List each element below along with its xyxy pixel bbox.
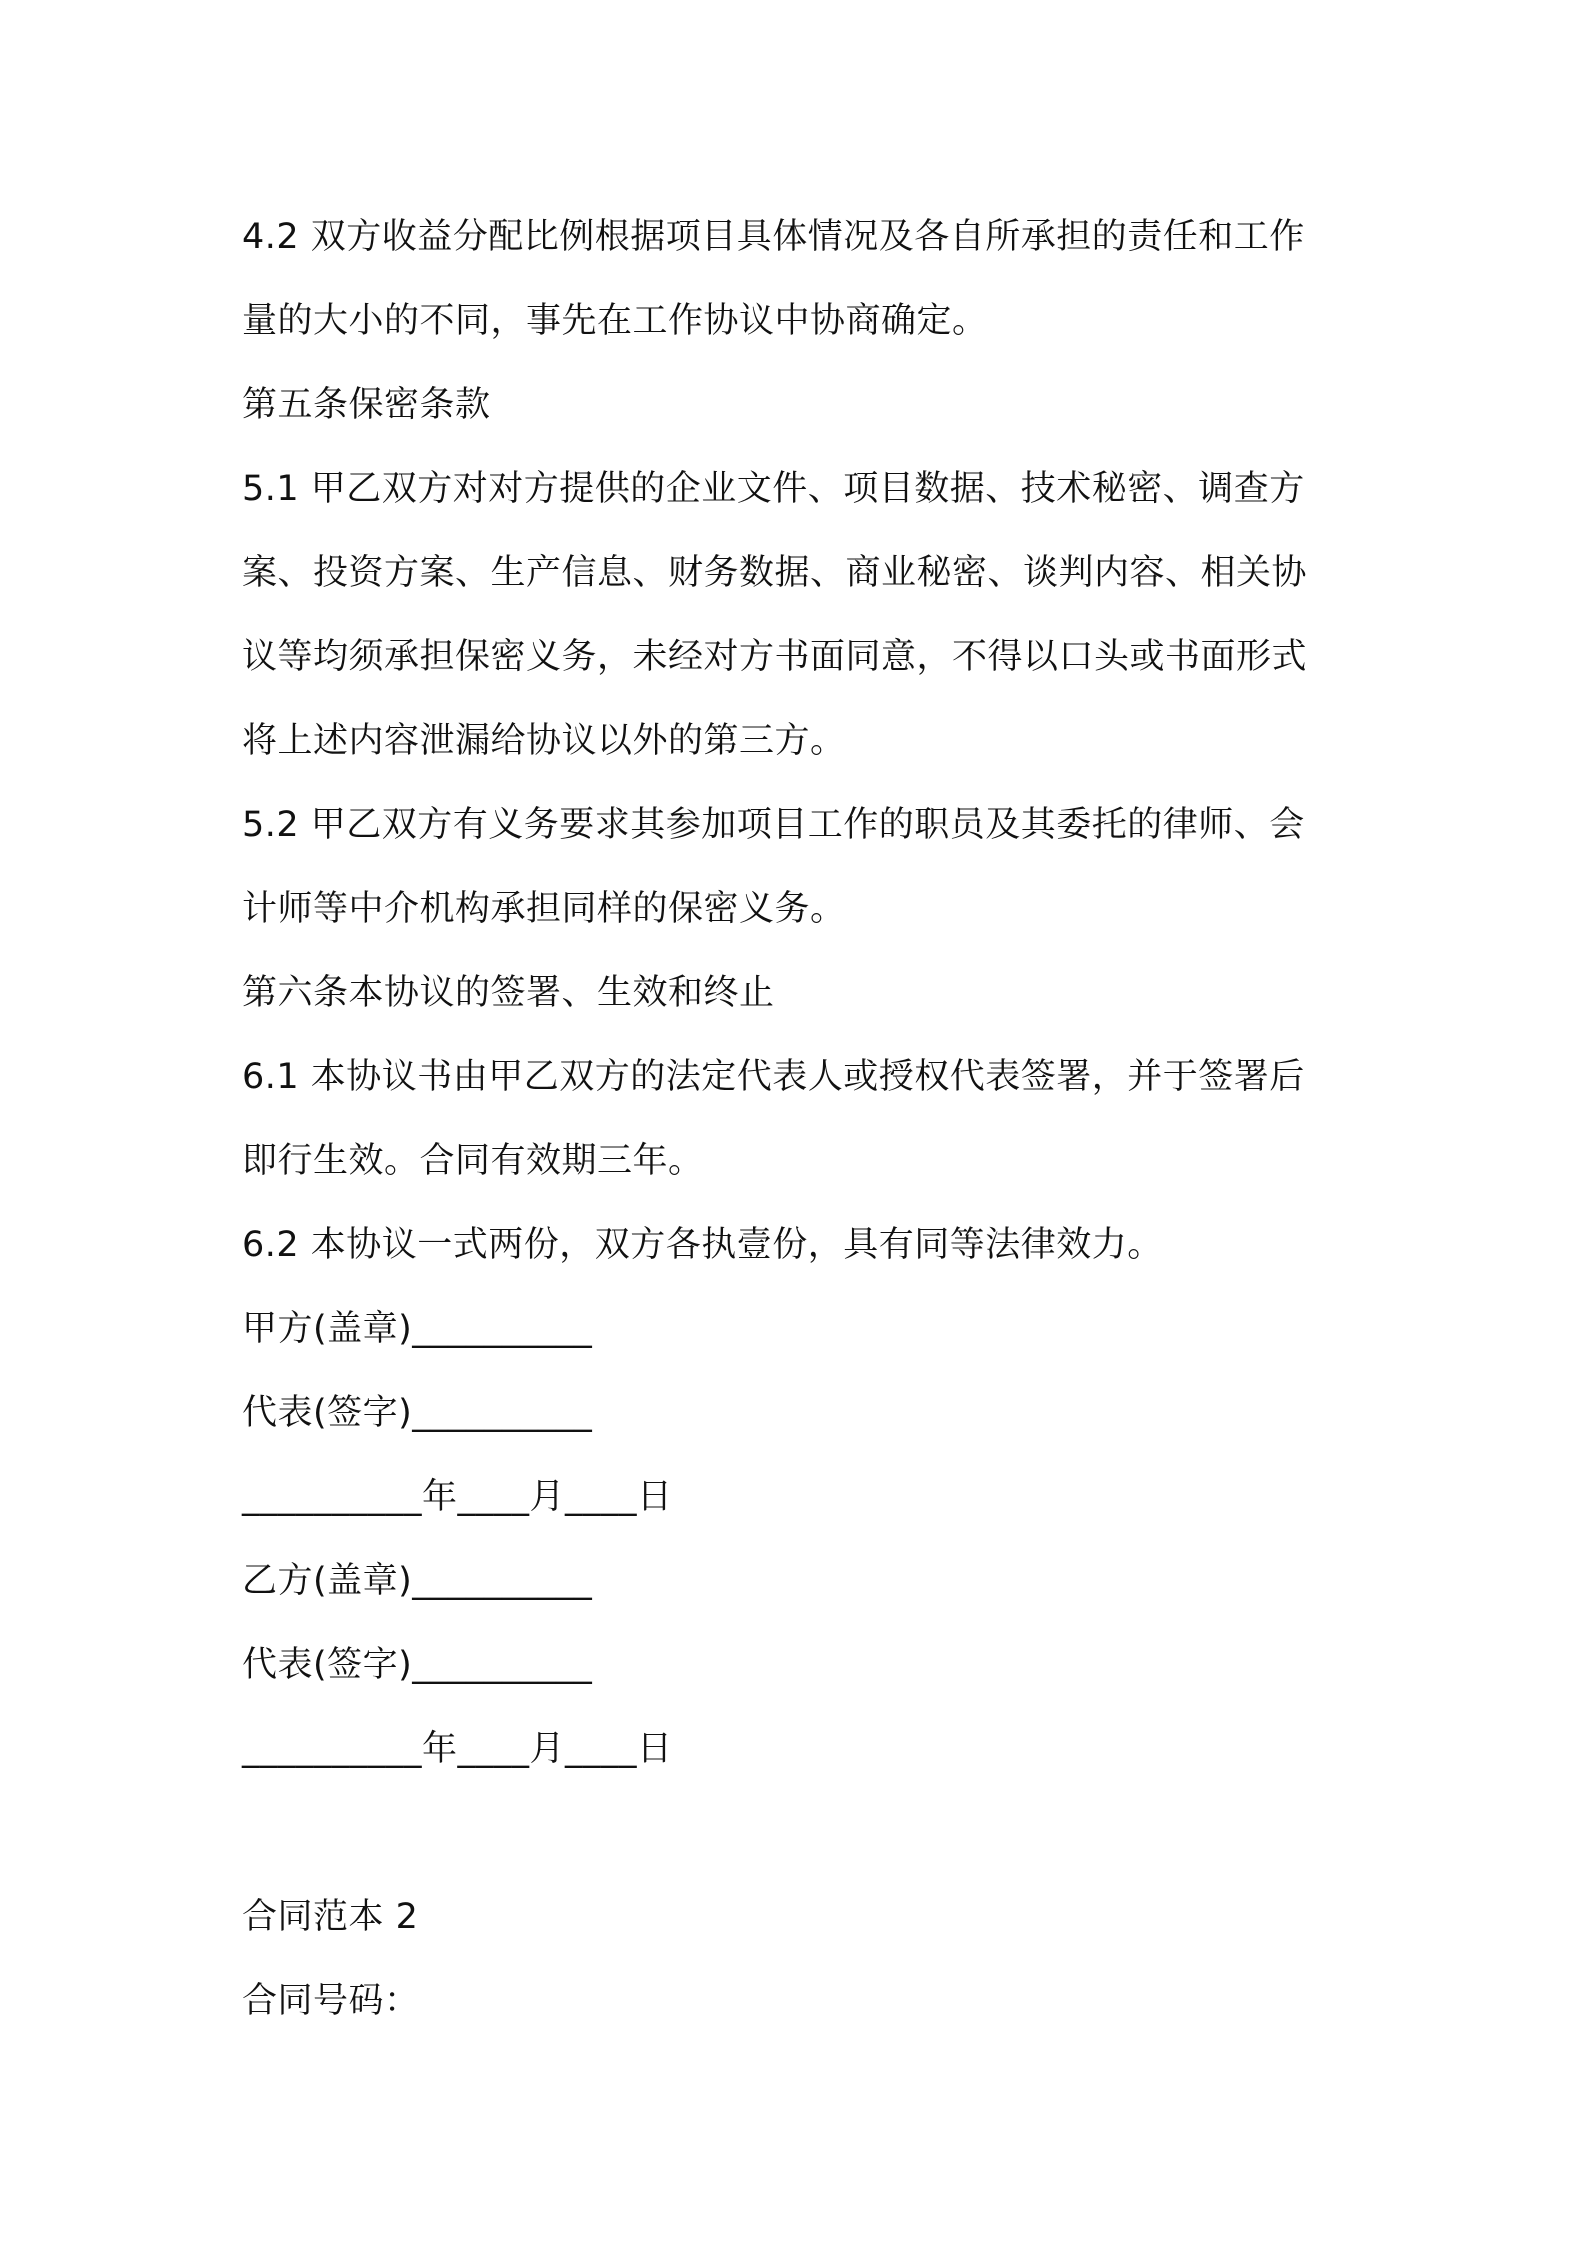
clause-5-2-line-2: 计师等中介机构承担同样的保密义务。 — [242, 889, 846, 929]
clause-5-1-line-1: 5.1 甲乙双方对对方提供的企业文件、项目数据、技术秘密、调查方 — [242, 469, 1305, 509]
party-b-rep-field: 代表(签字)__________ — [242, 1645, 593, 1685]
article-5-heading: 第五条保密条款 — [242, 385, 491, 425]
party-a-date-field: __________年____月____日 — [242, 1477, 673, 1517]
clause-5-1 — [242, 447, 1357, 783]
section-spacer — [242, 1791, 1357, 1875]
party-b-date-field: __________年____月____日 — [242, 1729, 673, 1769]
clause-4-2-line-2: 量的大小的不同，事先在工作协议中协商确定。 — [242, 301, 988, 341]
clause-4-2-line-1: 4.2 双方收益分配比例根据项目具体情况及各自所承担的责任和工作 — [242, 217, 1305, 257]
party-b-seal-field: 乙方(盖章)__________ — [242, 1561, 593, 1601]
clause-5-2-line-1: 5.2 甲乙双方有义务要求其参加项目工作的职员及其委托的律师、会 — [242, 805, 1305, 845]
document-body — [242, 195, 1357, 2043]
article-6-heading: 第六条本协议的签署、生效和终止 — [242, 973, 775, 1013]
clause-5-1-line-4: 将上述内容泄漏给协议以外的第三方。 — [242, 721, 846, 761]
clause-5-1-line-3: 议等均须承担保密义务，未经对方书面同意，不得以口头或书面形式 — [242, 637, 1308, 677]
signature-block — [242, 1287, 1357, 1791]
contract-number-label: 合同号码： — [242, 1981, 420, 2021]
clause-5-2 — [242, 783, 1357, 951]
clause-6-1-line-2: 即行生效。合同有效期三年。 — [242, 1141, 704, 1181]
party-a-seal-field: 甲方(盖章)__________ — [242, 1309, 593, 1349]
clause-5-1-line-2: 案、投资方案、生产信息、财务数据、商业秘密、谈判内容、相关协 — [242, 553, 1308, 593]
clause-4-2 — [242, 195, 1357, 363]
party-a-rep-field: 代表(签字)__________ — [242, 1393, 593, 1433]
clause-6-1 — [242, 1035, 1357, 1203]
clause-6-1-line-1: 6.1 本协议书由甲乙双方的法定代表人或授权代表签署，并于签署后 — [242, 1057, 1305, 1097]
contract-template-2-title: 合同范本 2 — [242, 1897, 419, 1937]
clause-6-2: 6.2 本协议一式两份，双方各执壹份，具有同等法律效力。 — [242, 1225, 1163, 1265]
